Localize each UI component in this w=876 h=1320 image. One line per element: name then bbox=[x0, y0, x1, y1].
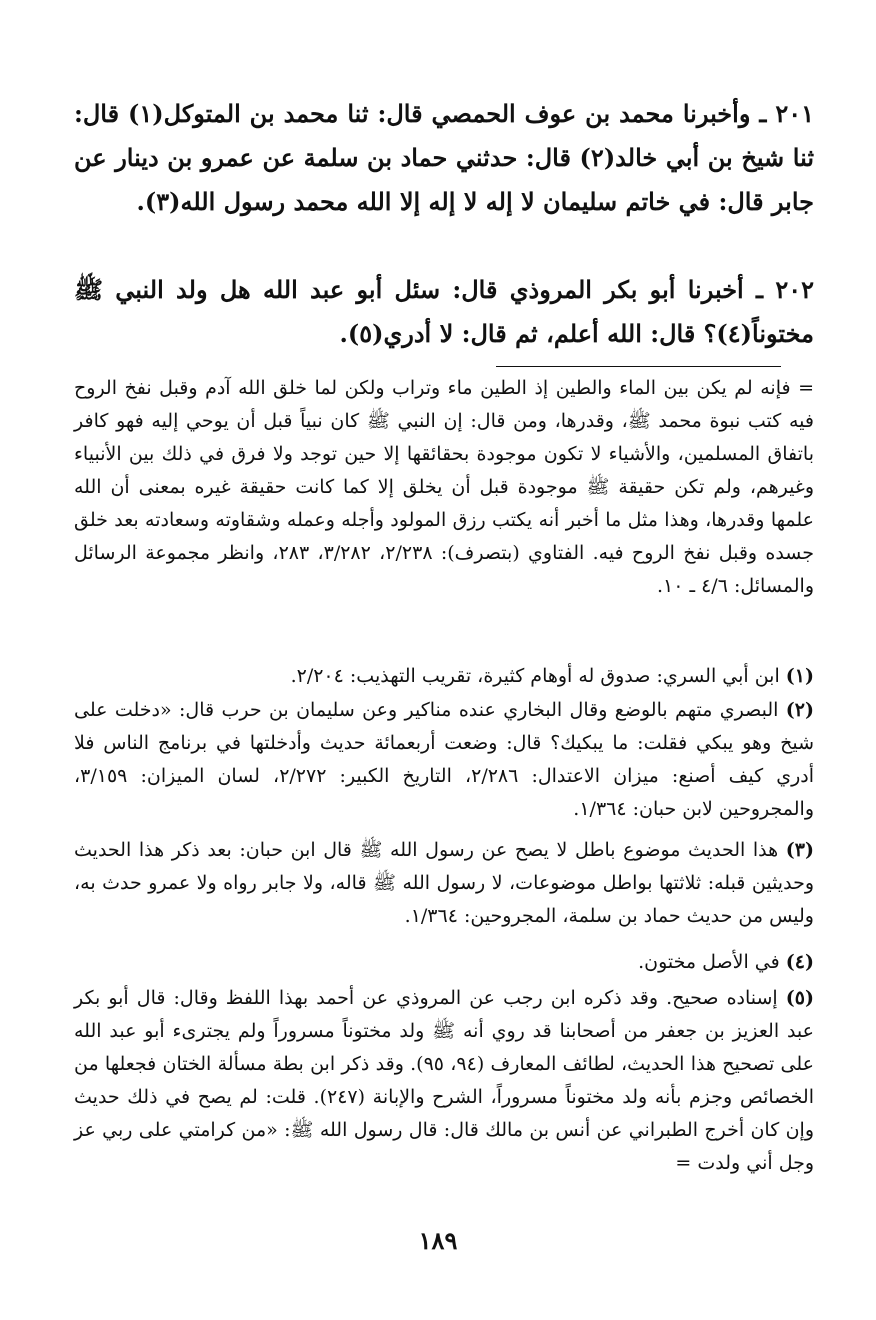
footnote-4 bbox=[74, 946, 814, 979]
footnote-separator bbox=[496, 366, 781, 367]
entry-text: ـ أخبرنا أبو بكر المروذي قال: سئل أبو عبد الله هل ولد النبي ﷺ مختوناً(٤)؟ قال: الله أعلم، ثم قال: لا أدري(٥). bbox=[74, 275, 814, 348]
hadith-entry-201 bbox=[74, 92, 814, 224]
entry-number: ٢٠٢ bbox=[775, 275, 814, 304]
footnote-continuation: = فإنه لم يكن بين الماء والطين إذ الطين ماء وتراب ولكن لما خلق الله آدم وقبل نفخ الروح فيه كتب نبوة محمد ﷺ، وقدرها، ومن قال: إن النبي ﷺ كان نبياً قبل أن يوحي إليه فهو كافر باتفاق المسلمين، والأشياء لا تكون موجودة بحقائقها إلا حين توجد ولا فرق في ذلك بين الأنبياء وغيرهم، ولم تكن حقيقة ﷺ موجودة قبل أن يخلق إلا كما كانت حقيقة غيره بمعنى أن الله علمها وقدرها، وهذا مثل ما أخبر أنه يكتب رزق المولود وأجله وعمله وشقاوته وسعادته بعد خلق جسده وقبل نفخ الروح فيه. الفتاوي (بتصرف): ٢/٢٣٨، ٣/٢٨٢، ٢٨٣، وانظر مجموعة الرسائل والمسائل: ٤/٦ ـ ١٠. bbox=[74, 377, 815, 597]
footnote-text: إسناده صحيح. وقد ذكره ابن رجب عن المروذي عن أحمد بهذا اللفظ وقال: قال أبو بكر عبد العزيز بن جعفر من أصحابنا قد روي أنه ﷺ ولد مختوناً مسروراً ولم يجترىء أبو عبد الله على تصحيح هذا الحديث، لطائف المعارف (٩٤، ٩٥). وقد ذكر ابن بطة مسألة الختان فجعلها من الخصائص وجزم بأنه ولد مختوناً مسروراً، الشرح والإبانة (٢٤٧). قلت: لم يصح في ذلك حديث وإن كان أخرج الطبراني عن أنس بن مالك قال: قال رسول الله ﷺ: «من كرامتي على ربي عز وجل أني ولدت = bbox=[74, 987, 814, 1174]
footnote-text: في الأصل مختون. bbox=[638, 951, 786, 973]
hadith-entry-202 bbox=[74, 268, 814, 356]
footnote-text: هذا الحديث موضوع باطل لا يصح عن رسول الله ﷺ قال ابن حبان: بعد ذكر هذا الحديث وحديثين قبله: ثلاثتها بواطل موضوعات، لا رسول الله ﷺ قاله، ولا جابر رواه ولا عمرو حدث به، وليس من حديث حماد بن سلمة، المجروحين: ١/٣٦٤. bbox=[74, 839, 814, 927]
footnote-mark: (٤) bbox=[785, 951, 814, 973]
footnote-text: البصري متهم بالوضع وقال البخاري عنده مناكير وعن سليمان بن حرب قال: «دخلت على شيخ وهو يبكي فقلت: ما يبكيك؟ قال: وضعت أربعمائة حديث وأدخلتها في برنامج الناس فلا أدري كيف أصنع: ميزان الاعتدال: ٢/٢٨٦، التاريخ الكبير: ٢/٢٧٢، لسان الميزان: ٣/١٥٩، والمجروحين لابن حبان: ١/٣٦٤. bbox=[74, 699, 815, 820]
footnote-text: ابن أبي السري: صدوق له أوهام كثيرة، تقريب التهذيب: ٢/٢٠٤. bbox=[290, 665, 786, 687]
footnote-3 bbox=[74, 834, 814, 933]
footnote-2 bbox=[74, 694, 814, 826]
footnote-mark: (٢) bbox=[785, 699, 814, 721]
entry-number: ٢٠١ bbox=[775, 99, 814, 128]
footnote-5 bbox=[74, 982, 814, 1180]
footnote-mark: (٥) bbox=[785, 987, 814, 1009]
footnote-mark: (١) bbox=[785, 665, 814, 687]
entry-text: ـ وأخبرنا محمد بن عوف الحمصي قال: ثنا محمد بن المتوكل(١) قال: ثنا شيخ بن أبي خالد(٢) قال: حدثني حماد بن سلمة عن عمرو بن دينار عن جابر قال: في خاتم سليمان لا إله لا إله إلا الله محمد رسول الله(٣). bbox=[74, 99, 815, 216]
page-number: ١٨٩ bbox=[418, 1226, 458, 1255]
footnote-mark: (٣) bbox=[785, 839, 814, 861]
footnote-1 bbox=[74, 660, 814, 693]
